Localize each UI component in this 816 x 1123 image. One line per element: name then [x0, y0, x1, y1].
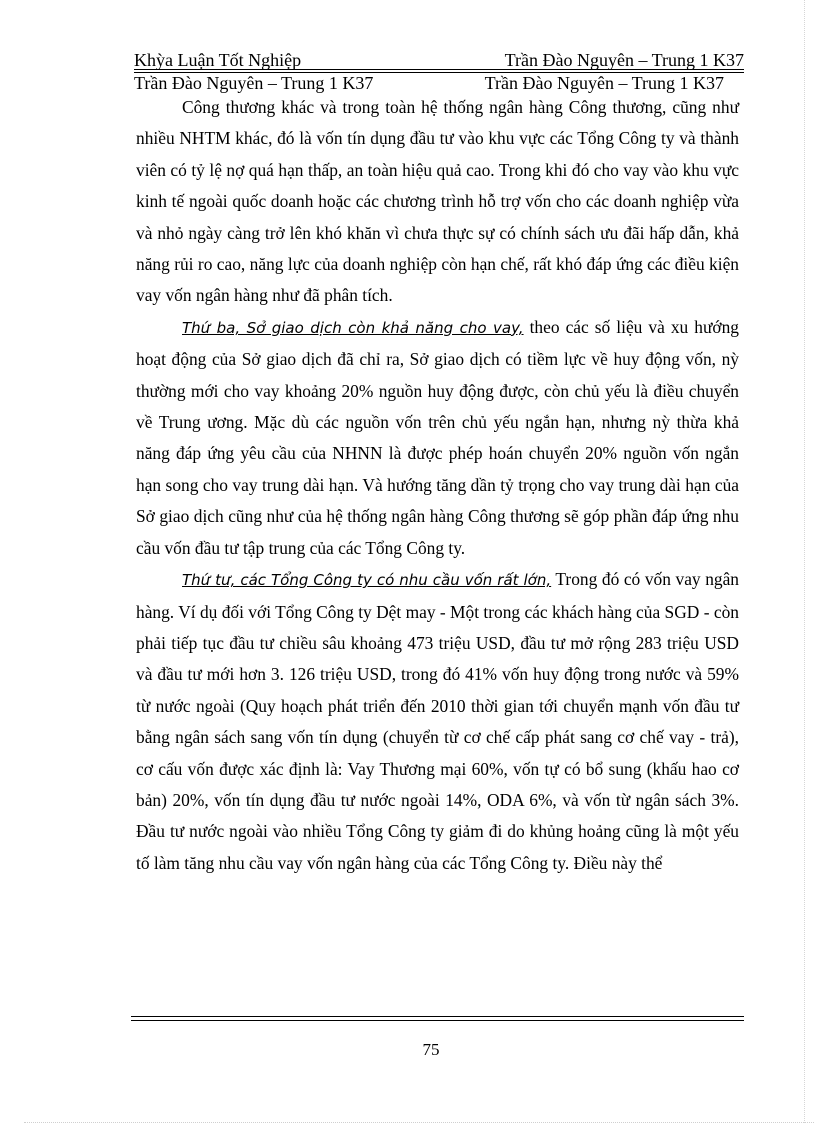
header-author: Trần Đào Nguyên – Trung 1 K37 [504, 50, 744, 70]
paragraph [136, 312, 739, 564]
paragraph [136, 564, 739, 879]
paragraph-lead: Thứ tư, các Tổng Công ty có nhu cầu vốn rất lớn, [182, 571, 552, 590]
paragraph-text: Trong đó có vốn vay ngân hàng. Ví dụ đối với Tổng Công ty Dệt may - Một trong các khách hàng của SGD - còn phải tiếp tục đầu tư chiều sâu khoảng 473 triệu USD, đầu tư mở rộng 283 triệu USD và đầu tư mới hơn 3. 126 triệu USD, trong đó 41% vốn huy động trong nước và 59% từ nước ngoài (Quy hoạch phát triển đến 2010 thời gian tới chuyển mạnh vốn đầu tư bằng ngân sách sang vốn tín dụng (chuyển từ cơ chế cấp phát sang cơ chế vay - trả), cơ cấu vốn được xác định là: Vay Thương mại 60%, vốn tự có bổ sung (khấu hao cơ bản) 20%, vốn tín dụng đầu tư nước ngoài 14%, ODA 6%, và vốn từ ngân sách 3%. Đầu tư nước ngoài vào nhiều Tổng Công ty giảm đi do khủng hoảng cũng là một yếu tố làm tăng nhu cầu vay vốn ngân hàng của các Tổng Công ty. Điều này thể [136, 569, 739, 873]
page-number: 75 [422, 1040, 440, 1059]
footer-rule-bottom [131, 1020, 744, 1021]
body-text [136, 92, 739, 879]
header-thesis-title: Khỳa Luận Tốt Nghiệp [134, 50, 302, 70]
paragraph-lead: Thứ ba, Sở giao dịch còn khả năng cho vay, [182, 318, 524, 337]
paragraph-text: theo các số liệu và xu hướng hoạt động của Sở giao dịch đã chỉ ra, Sở giao dịch có tiềm lực về huy động vốn, nỳ thường mới cho vay khoảng 20% nguồn huy động được, còn chủ yếu là điều chuyển về Trung ương. Mặc dù các nguồn vốn trên chủ yếu ngắn hạn, nhưng nỳ thừa khả năng đáp ứng yêu cầu của NHNN là được phép hoán chuyển 20% nguồn vốn ngắn hạn song cho vay trung dài hạn. Và hướng tăng dần tỷ trọng cho vay trung dài hạn của Sở giao dịch cũng như của hệ thống ngân hàng Công thương sẽ góp phần đáp ứng nhu cầu vốn đầu tư tập trung của các Tổng Công ty. [136, 316, 739, 558]
paragraph-text: Công thương khác và trong toàn hệ thống ngân hàng Công thương, cũng như nhiều NHTM khác, đó là vốn tín dụng đầu tư vào khu vực các Tổng Công ty và thành viên có tỷ lệ nợ quá hạn thấp, an toàn hiệu quả cao. Trong khi đó cho vay vào khu vực kinh tế ngoài quốc doanh hoặc các chương trình hỗ trợ vốn cho các doanh nghiệp vừa và nhỏ ngày càng trở lên khó khăn vì chưa thực sự có chính sách ưu đãi hấp dẫn, khả năng rủi ro cao, năng lực của doanh nghiệp còn hạn chế, rất khó đáp ứng các điều kiện vay vốn ngân hàng như đã phân tích. [136, 97, 739, 306]
footer-rule-top [131, 1016, 744, 1017]
subheader-author-left: Trần Đào Nguyên – Trung 1 K37 [134, 73, 374, 93]
subheader-author-right: Trần Đào Nguyên – Trung 1 K37 [484, 73, 724, 93]
page-edge-dotted-line-vertical [804, 0, 805, 1123]
paragraph [136, 92, 739, 312]
header-rule-top [134, 69, 744, 70]
